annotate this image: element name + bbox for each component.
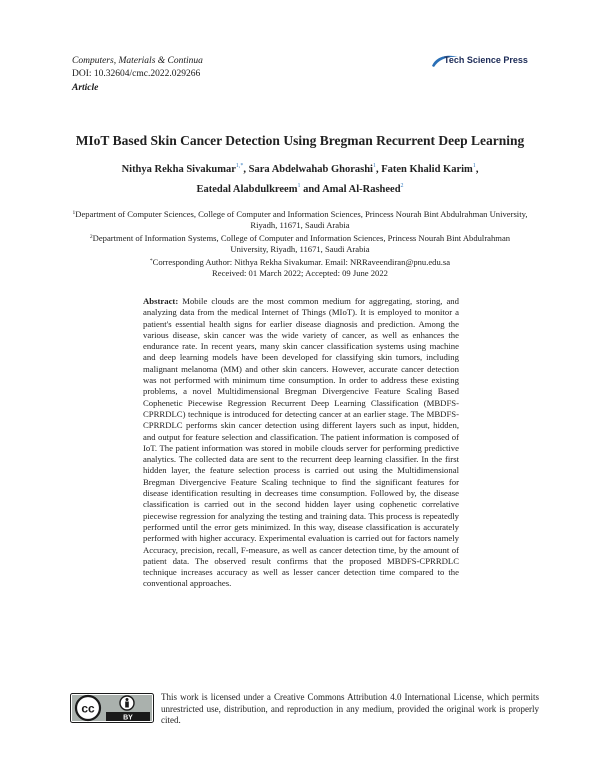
license-text: This work is licensed under a Creative Commons Attribution 4.0 International License, which permits unrestricted use, distribution, and reproduction in any medium, provided the original work is properly cited. xyxy=(161,692,539,726)
cc-by-label: BY xyxy=(123,714,133,722)
author-name: Eatedal Alabdulkreem xyxy=(196,184,298,195)
affiliations xyxy=(70,208,530,279)
affiliation-2: $^2$Department of Information Systems, College of Computer and Information Sciences, Princess Nourah Bint Abdulrahman University, Riyadh, 11671, Saudi Arabia xyxy=(89,232,511,255)
publisher-name: Tech Science Press xyxy=(444,55,528,65)
author-line-1: Nithya Rekha Sivakumar$^{1,*}$, Sara Abdelwahab Ghorashi$^1$, Faten Khalid Karim$^1$, xyxy=(121,163,479,175)
doi[interactable]: DOI: 10.32604/cmc.2022.029266 xyxy=(72,69,201,79)
svg-text:cc: cc xyxy=(81,701,95,716)
cc-by-badge[interactable] xyxy=(70,693,154,723)
author-name: Amal Al-Rasheed xyxy=(322,184,401,195)
author-line-2: Eatedal Alabdulkreem$^1$ and Amal Al-Rasheed$^2$ xyxy=(196,183,404,195)
author-mark: 1 xyxy=(297,183,301,189)
author-name: Faten Khalid Karim xyxy=(381,164,473,175)
publisher-logo[interactable] xyxy=(430,52,534,70)
author-name: Sara Abdelwahab Ghorashi xyxy=(248,164,373,175)
abstract-label: Abstract: xyxy=(143,296,179,306)
affiliation-1: $^1$Department of Computer Sciences, College of Computer and Information Sciences, Princess Nourah Bint Abdulrahman University, Riyadh, 11671, Saudi Arabia xyxy=(72,209,528,231)
author-name: Nithya Rekha Sivakumar xyxy=(121,164,236,175)
abstract xyxy=(143,296,459,590)
journal-name: Computers, Materials & Continua xyxy=(72,56,203,66)
author-list xyxy=(60,158,540,198)
author-mark: 1 xyxy=(372,163,376,169)
received-accepted-dates: Received: 01 March 2022; Accepted: 09 June 2022 xyxy=(212,268,388,279)
paper-title: MIoT Based Skin Cancer Detection Using Bregman Recurrent Deep Learning xyxy=(75,133,525,148)
corresponding-author: *Corresponding Author: Nithya Rekha Sivakumar. Email: NRRaveendiran@pnu.edu.sa xyxy=(149,256,451,267)
author-mark: 1,* xyxy=(235,163,244,169)
author-mark: 1 xyxy=(472,163,476,169)
author-mark: 2 xyxy=(400,183,404,189)
article-type: Article xyxy=(72,83,99,93)
cc-by-icon xyxy=(70,693,154,723)
abstract-text: Mobile clouds are the most common medium for aggregating, storing, and analyzing data from the medical Internet of Things (MIoT). It is employed to monitor a patient's essential health signs for earlier disease diagnosis and prediction. Among the various disease, skin cancer was the wide variety of cancer, as well as enhances the endurance rate. In recent years, many skin cancer classification systems using machine and deep learning models have been developed for classifying skin tumors, including malignant melanoma (MM) and other skin cancers. However, accurate cancer detection was not performed with minimum time consumption. In order to address these existing problems, a novel Multidimensional Bregman Divergencive Feature Scaling Based Cophenetic Piecewise Regression Recurrent Deep Learning Classification (MBDFS-CPRRDLC) technique is introduced for detecting cancer at an earlier stage. The MBDFS-CPRRDLC performs skin cancer detection using different layers such as input, hidden, and output for feature selection and classification. The patient information is composed of IoT. The patient information was stored in mobile clouds server for performing predictive analytics. The collected data are sent to the recurrent deep learning classifier. In the first hidden layer, the feature selection process is carried out using the Multidimensional Bregman Divergencive Feature Scaling technique to find the significant features for disease identification resulting in decreases time consumption. Followed by, the disease classification is carried out in the second hidden layer using cophenetic correlative piecewise regression for analyzing the testing and training data. This process is repeatedly performed until the error gets minimized. In this way, disease classification is accurately performed with higher accuracy. Experimental evaluation is carried out for factors namely Accuracy, precision, recall, F-measure, as well as cancer detection time, by the amount of patient data. The observed result confirms that the proposed MBDFS-CPRRDLC technique increases accuracy as well as lesser cancer detection time compared to the conventional approaches. xyxy=(143,296,459,589)
